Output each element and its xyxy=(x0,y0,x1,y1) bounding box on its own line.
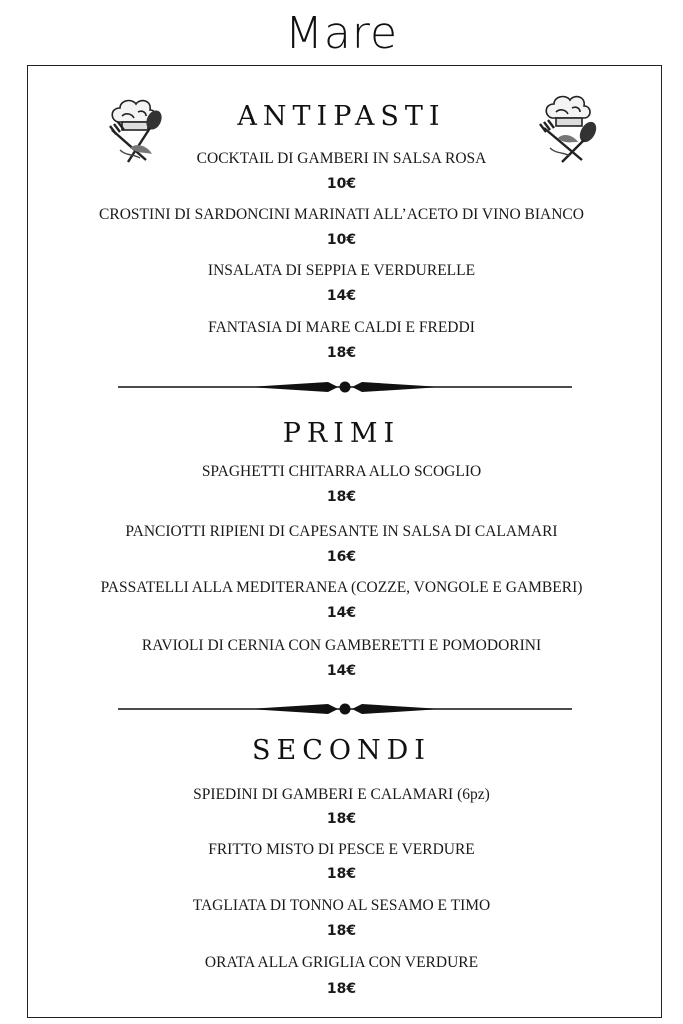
menu-item-name: PASSATELLI ALLA MEDITERANEA (COZZE, VONGOLE E GAMBERI) xyxy=(100,579,583,596)
menu-item-price: 18€ xyxy=(326,981,357,997)
menu-item-name: FANTASIA DI MARE CALDI E FREDDI xyxy=(208,319,475,336)
menu-item-name: RAVIOLI DI CERNIA CON GAMBERETTI E POMODORINI xyxy=(141,637,542,654)
menu-item-name: INSALATA DI SEPPIA E VERDURELLE xyxy=(207,262,476,279)
menu-item-price: 18€ xyxy=(326,866,357,882)
menu-item-name: ORATA ALLA GRIGLIA CON VERDURE xyxy=(204,954,479,971)
section-heading-antipasti: ANTIPASTI xyxy=(237,101,446,132)
menu-item-name: SPAGHETTI CHITARRA ALLO SCOGLIO xyxy=(201,463,482,480)
menu-item-price: 18€ xyxy=(326,345,357,361)
menu-item-price: 18€ xyxy=(326,923,357,939)
menu-item-name: FRITTO MISTO DI PESCE E VERDURE xyxy=(208,841,475,858)
menu-item-price: 18€ xyxy=(326,811,357,827)
menu-item-name: COCKTAIL DI GAMBERI IN SALSA ROSA xyxy=(196,150,487,167)
menu-item-price: 14€ xyxy=(326,288,357,304)
menu-item-price: 10€ xyxy=(326,232,357,248)
menu-item-price: 16€ xyxy=(326,549,357,565)
menu-item-price: 14€ xyxy=(326,663,357,679)
section-heading-secondi: SECONDI xyxy=(252,735,431,766)
ornamental-divider-icon xyxy=(118,377,572,397)
page-title: Mare xyxy=(284,8,399,59)
menu-item-price: 14€ xyxy=(326,605,357,621)
menu-item-name: TAGLIATA DI TONNO AL SESAMO E TIMO xyxy=(192,897,491,914)
menu-item-name: SPIEDINI DI GAMBERI E CALAMARI (6pz) xyxy=(193,786,490,803)
menu-item-price: 18€ xyxy=(326,489,357,505)
menu-item-name: PANCIOTTI RIPIENI DI CAPESANTE IN SALSA DI CALAMARI xyxy=(125,523,558,540)
section-heading-primi: PRIMI xyxy=(282,418,401,449)
menu-item-name: CROSTINI DI SARDONCINI MARINATI ALL’ACETO DI VINO BIANCO xyxy=(99,206,584,223)
menu-item-price: 10€ xyxy=(326,176,357,192)
ornamental-divider-icon xyxy=(118,699,572,719)
